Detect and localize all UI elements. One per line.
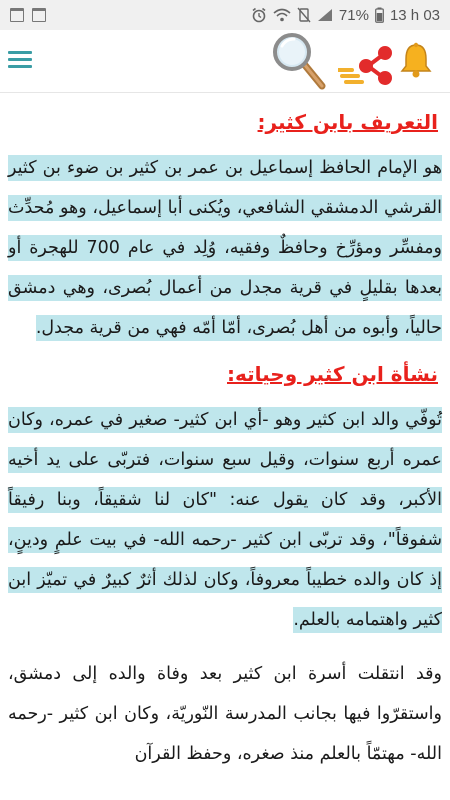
- clock: 13 h 03: [389, 6, 440, 24]
- paragraph-upbringing-2: وقد انتقلت أسرة ابن كثير بعد وفاة والده إلى دمشق، واستقرّوا فيها بجانب المدرسة النّوريّة، وكان ابن كثير -رحمه الله- مهتمّاً بالعلم منذ صغره، وحفظ القرآن: [8, 664, 442, 764]
- app-bar: [0, 30, 450, 93]
- signal-icon: [317, 8, 333, 22]
- menu-icon[interactable]: [8, 48, 32, 74]
- mute-icon: [297, 7, 311, 23]
- highlighted-text: هو الإمام الحافظ إسماعيل بن عمر بن كثير بن ضوء بن كثير القرشي الدمشقي الشافعي، ويُكنى أبا إسماعيل، وهو مُحدِّث ومفسِّر ومؤرِّخ وحافظٌ وفقيه، وُلِد في عام 700 للهجرة أو بعدها بقليلٍ في قرية مجدل من أعمال بُصرى، وهي دمشق حالياً، وأبوه من أهل بُصرى، أمّا أمّه فهي من قرية مجدل.: [8, 155, 442, 341]
- article-content: [0, 96, 450, 800]
- wifi-icon: [273, 8, 291, 22]
- search-icon[interactable]: [270, 30, 330, 90]
- battery-percent: 71%: [338, 6, 369, 24]
- alarm-icon: [251, 7, 267, 23]
- notification-icon: [32, 8, 46, 22]
- battery-icon: [375, 7, 384, 23]
- notification-icon: [10, 8, 24, 22]
- highlighted-text: تُوفّي والد ابن كثير وهو -أي ابن كثير- صغير في عمره، وكان عمره أربع سنوات، وقيل سبع سنوات، فتربّى على يد أخيه الأكبر، وقد كان يقول عنه: "كان لنا شقيقاً، وبنا رفيقاً شفوقاً"، وقد تربّى ابن كثير -رحمه الله- في بيت علمٍ ودينٍ، إذ كان والده خطيباً معروفاً، وكان لذلك أثرٌ كبيرٌ في تميّز ابن كثير واهتمامه بالعلم.: [8, 407, 442, 633]
- notification-icons: [10, 8, 46, 22]
- share-icon[interactable]: [338, 42, 394, 86]
- section-heading-definition: التعريف بابن كثير:: [257, 110, 438, 134]
- paragraph-upbringing-1: [8, 400, 442, 640]
- section-heading-upbringing: نشأة ابن كثير وحياته:: [227, 362, 438, 386]
- system-indicators: [251, 7, 440, 24]
- paragraph-gap: [8, 640, 442, 654]
- status-bar: [0, 0, 450, 30]
- paragraph-definition: [8, 148, 442, 348]
- bell-icon[interactable]: [400, 42, 432, 78]
